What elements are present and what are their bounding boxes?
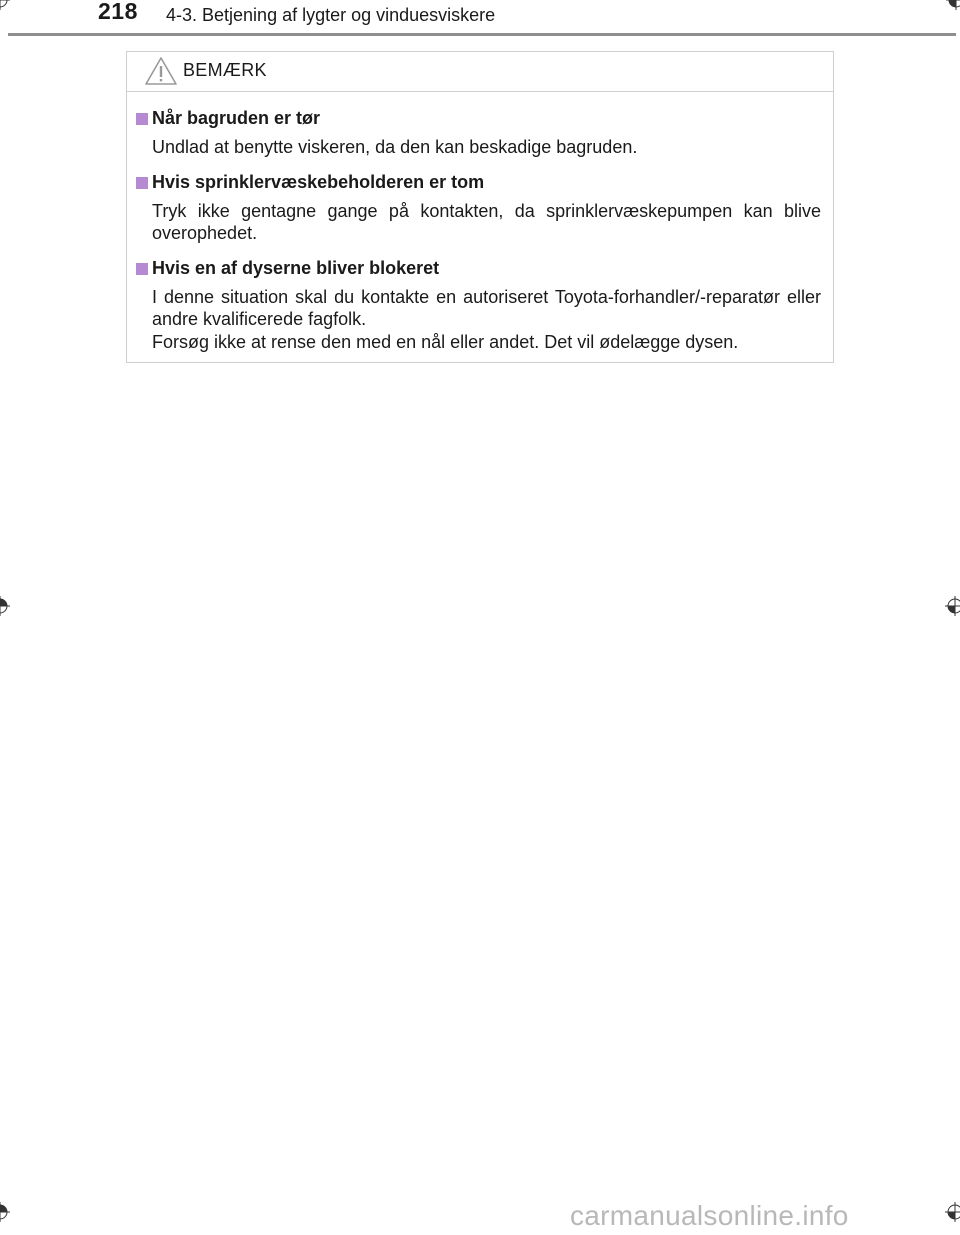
section-title: 4-3. Betjening af lygter og vinduesviskere — [166, 5, 496, 25]
watermark: carmanualsonline.info — [570, 1200, 849, 1231]
registration-mark-icon — [0, 596, 10, 616]
warning-triangle-icon — [144, 56, 178, 86]
notice-item-text-2: Forsøg ikke at rense den med en nål eller andet. Det vil ødelægge dysen. — [152, 332, 739, 352]
registration-mark-icon — [0, 0, 10, 10]
square-bullet-icon — [136, 177, 148, 189]
notice-item — [136, 107, 821, 158]
notice-item-title: Når bagruden er tør — [152, 108, 321, 128]
registration-mark-icon — [0, 1202, 10, 1222]
page-number: 218 — [98, 0, 138, 24]
notice-header — [127, 52, 833, 92]
notice-body — [127, 92, 833, 353]
header-rule — [8, 33, 956, 36]
square-bullet-icon — [136, 263, 148, 275]
notice-item — [136, 171, 821, 244]
square-bullet-icon — [136, 113, 148, 125]
notice-item — [136, 257, 821, 353]
registration-mark-icon — [946, 0, 960, 10]
notice-item-title: Hvis sprinklervæskebeholderen er tom — [152, 172, 485, 192]
registration-mark-icon — [945, 596, 960, 616]
notice-item-text: I denne situation skal du kontakte en autoriseret Toyota-forhandler/-reparatør eller andre kvalificerede fagfolk. — [152, 287, 821, 329]
notice-label: BEMÆRK — [183, 60, 267, 80]
notice-item-text: Undlad at benytte viskeren, da den kan beskadige bagruden. — [152, 137, 638, 157]
notice-item-title: Hvis en af dyserne bliver blokeret — [152, 258, 440, 278]
notice-item-text: Tryk ikke gentagne gange på kontakten, da sprinklervæskepumpen kan blive overophedet. — [152, 201, 821, 243]
notice-box — [126, 51, 834, 363]
registration-mark-icon — [945, 1202, 960, 1222]
